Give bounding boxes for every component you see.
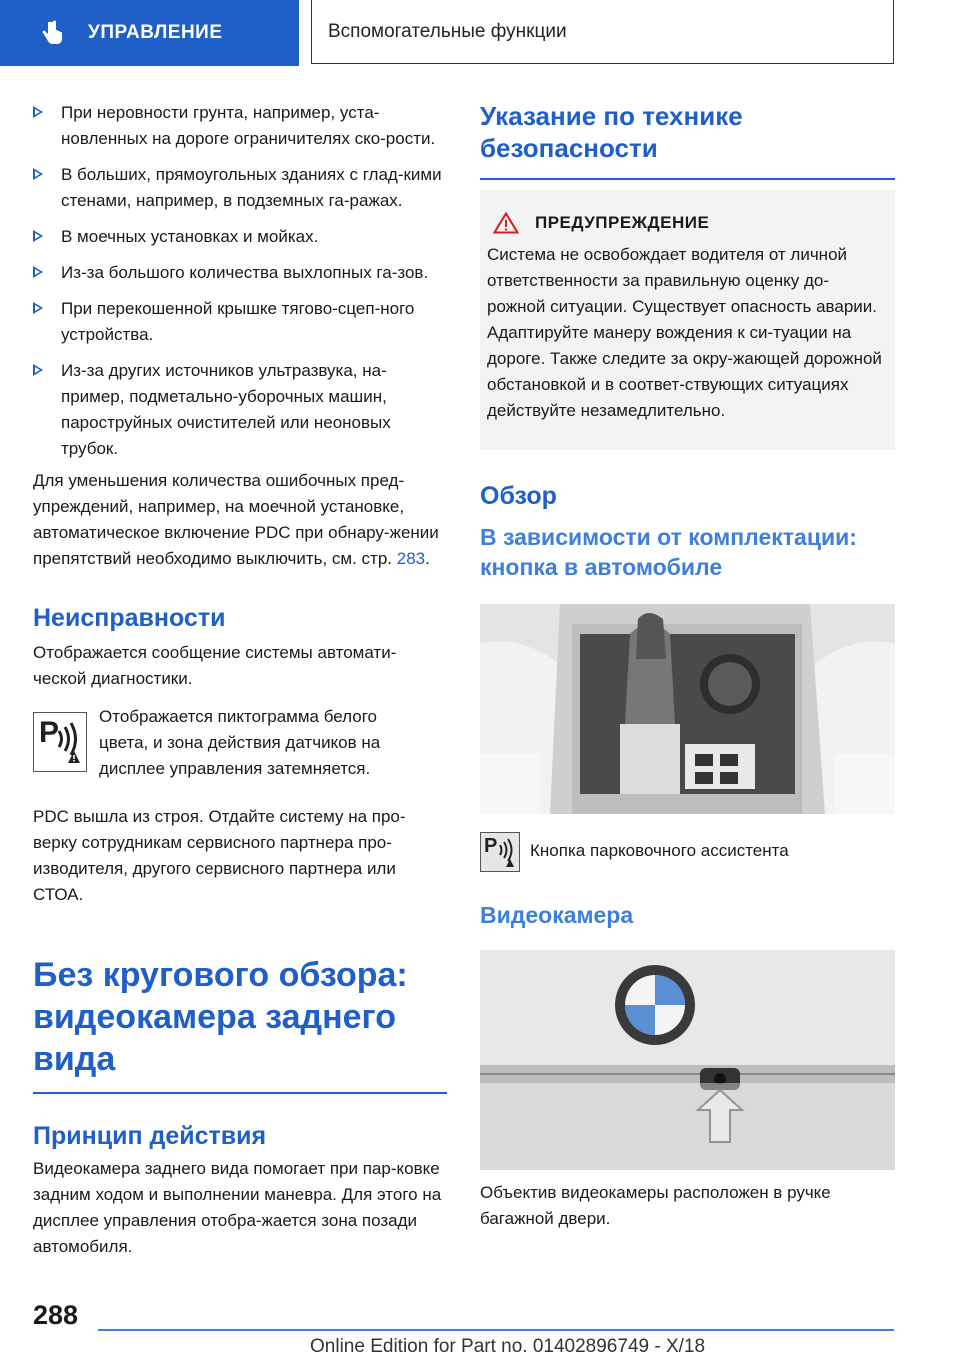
footer-rule	[98, 1329, 894, 1331]
heading-faults: Неисправности	[33, 604, 226, 632]
heading-rear-camera: Без кругового обзора: видеокамера заднего вида	[33, 956, 408, 1078]
section-title: Вспомогательные функции	[328, 20, 567, 42]
page-reference-link[interactable]: 283	[396, 549, 426, 568]
right-column	[480, 100, 895, 1232]
icon-description: Отображается пиктограмма белого цвета, и зона действия датчиков на дисплее управления затемняется.	[99, 707, 381, 778]
hand-pointer-icon	[40, 20, 66, 46]
button-caption: Кнопка парковочного ассистента	[530, 840, 789, 860]
triangle-bullet-icon	[33, 230, 43, 242]
list-item: При неровности грунта, например, уста-новленных на дороге ограничителях ско-рости.	[33, 100, 447, 152]
camera-photo	[480, 950, 895, 1170]
triangle-bullet-icon	[33, 168, 43, 180]
heading-safety: Указание по технике безопасности	[480, 101, 743, 163]
triangle-bullet-icon	[33, 106, 43, 118]
warning-header	[493, 212, 887, 234]
parking-assistant-icon: P	[480, 832, 520, 872]
bullet-list	[33, 100, 447, 462]
warning-box	[480, 190, 895, 450]
warning-text: Система не освобождает водителя от личной ответственности за правильную оценку до-рожной ситуации. Существует опасность аварии. Адаптируйте манеру вождения к си-туации на дороге. Также следите за окру-жающей дорожной обстановкой и в соответ-ствующих ситуациях действуйте незамедлительно.	[487, 244, 882, 420]
console-photo	[480, 604, 895, 814]
pdc-auto-paragraph: Для уменьшения количества ошибочных пред-упреждений, например, на моечной установке, автоматическое включение PDC при обнару-жении препятствий необходимо выключить, см. стр. 283.	[33, 471, 439, 568]
chapter-title: УПРАВЛЕНИЕ	[88, 22, 223, 43]
page-number: 288	[33, 1300, 79, 1330]
page-header	[0, 0, 960, 66]
list-item: При перекошенной крышке тягово-сцеп-ного устройства.	[33, 296, 447, 348]
heading-overview: Обзор	[480, 481, 557, 510]
triangle-bullet-icon	[33, 266, 43, 278]
left-column	[33, 100, 447, 1260]
list-item: Из-за других источников ультразвука, на-пример, подметально-уборочных машин, пароструйных очистителей или неоновых трубок.	[33, 358, 447, 462]
triangle-bullet-icon	[33, 364, 43, 376]
triangle-bullet-icon	[33, 302, 43, 314]
heading-button: В зависимости от комплектации: кнопка в автомобиле	[480, 523, 857, 580]
heading-rule	[33, 1092, 447, 1094]
heading-camera: Видеокамера	[480, 901, 634, 928]
heading-principle: Принцип действия	[33, 1121, 267, 1150]
list-item: Из-за большого количества выхлопных га-зов.	[33, 260, 447, 286]
principle-paragraph: Видеокамера заднего вида помогает при пар-ковке задним ходом и выполнении маневра. Для этого на дисплее управления отобра-жается зона позади автомобиля.	[33, 1158, 442, 1256]
warning-triangle-icon	[493, 212, 519, 234]
list-item: В больших, прямоугольных зданиях с глад-кими стенами, например, в подземных га-ражах.	[33, 162, 447, 214]
section-tab[interactable]	[311, 0, 894, 64]
chapter-tab[interactable]	[0, 0, 299, 66]
pdc-fault-icon: P	[33, 712, 87, 772]
camera-paragraph: Объектив видеокамеры расположен в ручке багажной двери.	[480, 1182, 831, 1228]
button-caption-row	[480, 832, 895, 872]
edition-note: Online Edition for Part no. 01402896749 - X/18	[310, 1336, 706, 1357]
pdc-failed-paragraph: PDC вышла из строя. Отдайте систему на про-верку сотрудникам сервисного партнера про-изводителя, другого сервисного партнера или СТОА.	[33, 807, 406, 904]
list-item: В моечных установках и мойках.	[33, 224, 447, 250]
pdc-icon-row	[33, 704, 447, 782]
heading-rule	[480, 178, 895, 180]
warning-title: ПРЕДУПРЕЖДЕНИЕ	[535, 212, 710, 232]
faults-paragraph: Отображается сообщение системы автомати-ческой диагностики.	[33, 643, 397, 688]
